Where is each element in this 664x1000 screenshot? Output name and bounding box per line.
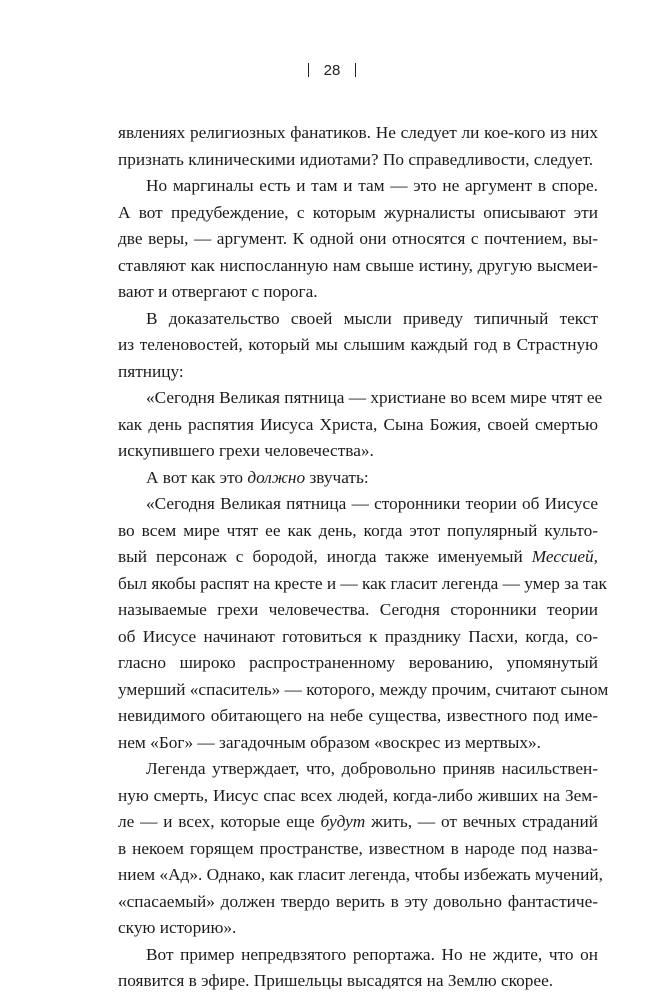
text-line xyxy=(118,624,598,651)
text-segment: вый персонаж с бородой, иногда также именуемый xyxy=(118,547,532,566)
text-line xyxy=(118,703,598,730)
text-segment: ную смерть, Иисус спас всех людей, когда-либо живших на Зем- xyxy=(118,785,598,805)
text-line xyxy=(118,836,598,863)
text-line xyxy=(118,120,598,147)
italic-segment: Мессией, xyxy=(531,547,598,566)
text-segment: из теленовостей, который мы слышим каждый год в Страстную xyxy=(118,335,598,354)
text-segment: называемые грехи человечества. Сегодня сторонники теории xyxy=(118,600,598,619)
header-left-rule xyxy=(308,63,309,77)
text-segment: был якобы распят на кресте и — как гласит легенда — умер за так xyxy=(118,573,607,593)
text-line xyxy=(118,915,598,942)
text-segment: В доказательство своей мысли приведу типичный текст xyxy=(146,308,598,328)
text-segment: нем «Бог» — загадочным образом «воскрес из мертвых». xyxy=(118,732,542,752)
text-line xyxy=(118,597,598,624)
text-segment: искупившего грехи человечества». xyxy=(118,441,374,460)
text-line xyxy=(118,200,598,227)
text-line xyxy=(118,147,598,174)
header-right-rule xyxy=(355,63,356,77)
text-line xyxy=(118,889,598,916)
text-segment: А вот как это xyxy=(146,467,248,487)
text-line xyxy=(118,518,598,545)
text-segment: пятницу: xyxy=(118,361,184,381)
text-line xyxy=(118,942,598,969)
text-line xyxy=(118,465,598,492)
text-line xyxy=(118,862,603,889)
text-line xyxy=(118,544,598,571)
text-line xyxy=(118,385,603,412)
text-segment: во всем мире чтят ее как день, когда этот популярный культо- xyxy=(118,520,598,540)
text-segment: Легенда утверждает, что, добровольно приняв насильствен- xyxy=(146,759,598,778)
text-segment: «Сегодня Великая пятница — христиане во всем мире чтят ее xyxy=(146,388,603,407)
text-segment: звучать: xyxy=(305,467,369,487)
text-segment: «спасаемый» должен твердо верить в эту довольно фантастиче- xyxy=(118,891,598,911)
text-line xyxy=(118,756,598,783)
text-segment: гласно широко распространенному верованию, упомянутый xyxy=(118,653,598,672)
text-segment: умерший «спаситель» — которого, между прочим, считают сыном xyxy=(118,679,609,699)
italic-segment: должно xyxy=(247,467,306,487)
text-segment: в некоем горящем пространстве, известном в народе под назва- xyxy=(118,838,598,858)
text-line xyxy=(118,279,598,306)
text-line xyxy=(118,306,598,333)
body-text xyxy=(118,120,609,995)
text-segment: нием «Ад». Однако, как гласит легенда, чтобы избежать мучений, xyxy=(118,865,603,884)
text-segment: вают и отвергают с порога. xyxy=(118,282,318,301)
italic-segment: будут xyxy=(320,812,366,831)
text-segment: об Иисусе начинают готовиться к празднику Пасхи, когда, со- xyxy=(118,626,598,646)
text-line xyxy=(118,332,598,359)
text-line xyxy=(118,571,607,598)
text-line xyxy=(118,783,598,810)
text-segment: невидимого обитающего на небе существа, известного под име- xyxy=(118,706,598,725)
page-header xyxy=(0,62,664,79)
text-line xyxy=(118,968,598,995)
text-segment: «Сегодня Великая пятница — сторонники теории об Иисусе xyxy=(146,494,598,513)
text-line xyxy=(118,809,598,836)
text-line xyxy=(118,650,598,677)
text-line xyxy=(118,173,598,200)
text-line xyxy=(118,491,598,518)
text-line xyxy=(118,438,598,465)
text-segment: ле — и всех, которые еще xyxy=(118,812,321,831)
text-segment: Вот пример непредвзятого репортажа. Но не ждите, что он xyxy=(146,944,598,964)
text-line xyxy=(118,412,598,439)
text-segment: скую историю». xyxy=(118,918,237,937)
text-segment: ставляют как ниспосланную нам свыше истину, другую высмеи- xyxy=(118,255,598,275)
text-segment: явлениях религиозных фанатиков. Не следует ли кое-кого из них xyxy=(118,123,598,142)
text-segment: Но маргиналы есть и там и там — это не аргумент в споре. xyxy=(146,176,598,195)
text-segment: как день распятия Иисуса Христа, Сына Божия, своей смертью xyxy=(118,414,598,434)
text-line xyxy=(118,359,598,386)
text-line xyxy=(118,730,598,757)
text-line xyxy=(118,677,609,704)
text-segment: А вот предубеждение, с которым журналисты описывают эти xyxy=(118,202,598,222)
text-line xyxy=(118,226,598,253)
text-line xyxy=(118,253,598,280)
text-segment: появится в эфире. Пришельцы высадятся на Землю скорее. xyxy=(118,971,554,990)
text-segment: жить, — от вечных страданий xyxy=(365,812,598,831)
page-number: 28 xyxy=(323,62,341,79)
text-segment: две веры, — аргумент. К одной они относятся с почтением, вы- xyxy=(118,229,598,248)
text-segment: признать клиническими идиотами? По справедливости, следует. xyxy=(118,149,594,169)
